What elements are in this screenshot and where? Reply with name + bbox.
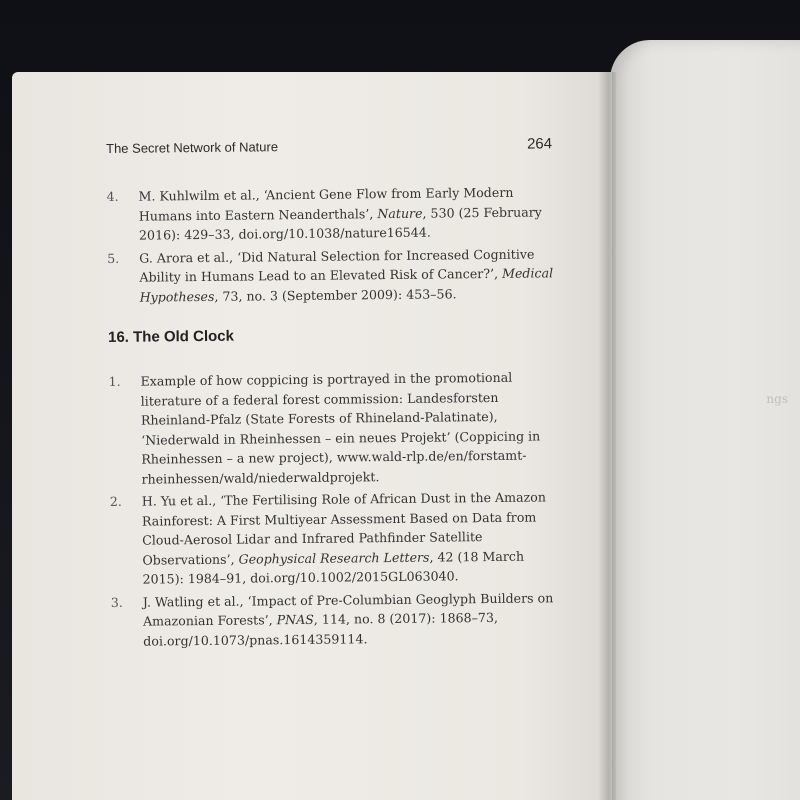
note-number: 4.: [106, 188, 119, 204]
note-number: 1.: [108, 373, 121, 389]
note-item: [111, 588, 562, 651]
note-item: [106, 182, 557, 245]
note-text: H. Yu et al., ‘The Fertilising Role of African Dust in the Amazon Rainforest: A First Multiyear Assessment Based on Data from Cloud-Aerosol Lidar and Infrared Pathfinder Satellite Observations’, Geophysical Research Letters, 42 (18 March 2015): 1984–91, doi.org/10.1002/2015GL063040.: [141, 489, 546, 587]
facing-page: [610, 40, 800, 800]
journal-title: PNAS: [276, 611, 314, 628]
note-item: [108, 367, 559, 489]
note-item: [110, 487, 561, 589]
notes-list-chapter-16: [108, 367, 561, 651]
note-number: 5.: [107, 250, 120, 266]
note-item: [107, 244, 558, 307]
note-number: 3.: [110, 594, 123, 610]
page-number: 264: [526, 135, 553, 153]
chapter-heading: 16. The Old Clock: [107, 327, 235, 346]
journal-title: Nature: [377, 205, 423, 221]
running-head: [106, 135, 556, 157]
note-text: G. Arora et al., ‘Did Natural Selection for Increased Cognitive Ability in Humans Lead to an Elevated Risk of Cancer?’, Medical Hypotheses, 73, no. 3 (September 2009): 453–56.: [139, 246, 554, 305]
page-content: [106, 135, 561, 654]
facing-page-bleed-text: ngs: [766, 392, 788, 406]
note-number: 2.: [109, 493, 122, 509]
note-text: J. Watling et al., ‘Impact of Pre-Columbian Geoglyph Builders on Amazonian Forests’, PNAS, 114, no. 8 (2017): 1868–73, doi.org/10.1073/pnas.1614359114.: [142, 589, 554, 649]
journal-title: Medical Hypotheses: [139, 265, 554, 305]
running-head-title: The Secret Network of Nature: [106, 139, 279, 156]
notes-list-previous-chapter: [106, 182, 557, 307]
journal-title: Geophysical Research Letters: [238, 549, 430, 567]
note-text: M. Kuhlwilm et al., ‘Ancient Gene Flow from Early Modern Humans into Eastern Neanderthals’, Nature, 530 (25 February 2016): 429–33, doi.org/10.1038/nature16544.: [138, 184, 542, 243]
book-gutter: [598, 72, 616, 800]
note-text: Example of how coppicing is portrayed in the promotional literature of a federal forest commission: Landesforsten Rheinland-Pfalz (State Forests of Rhineland-Palatinate), ‘Niederwald in Rheinhessen – ein neues Projekt’ (Coppicing in Rheinhessen – a new project), www.wald-rlp.de/en/forstamt-rheinhessen/wald/niederwaldprojekt.: [140, 369, 541, 487]
